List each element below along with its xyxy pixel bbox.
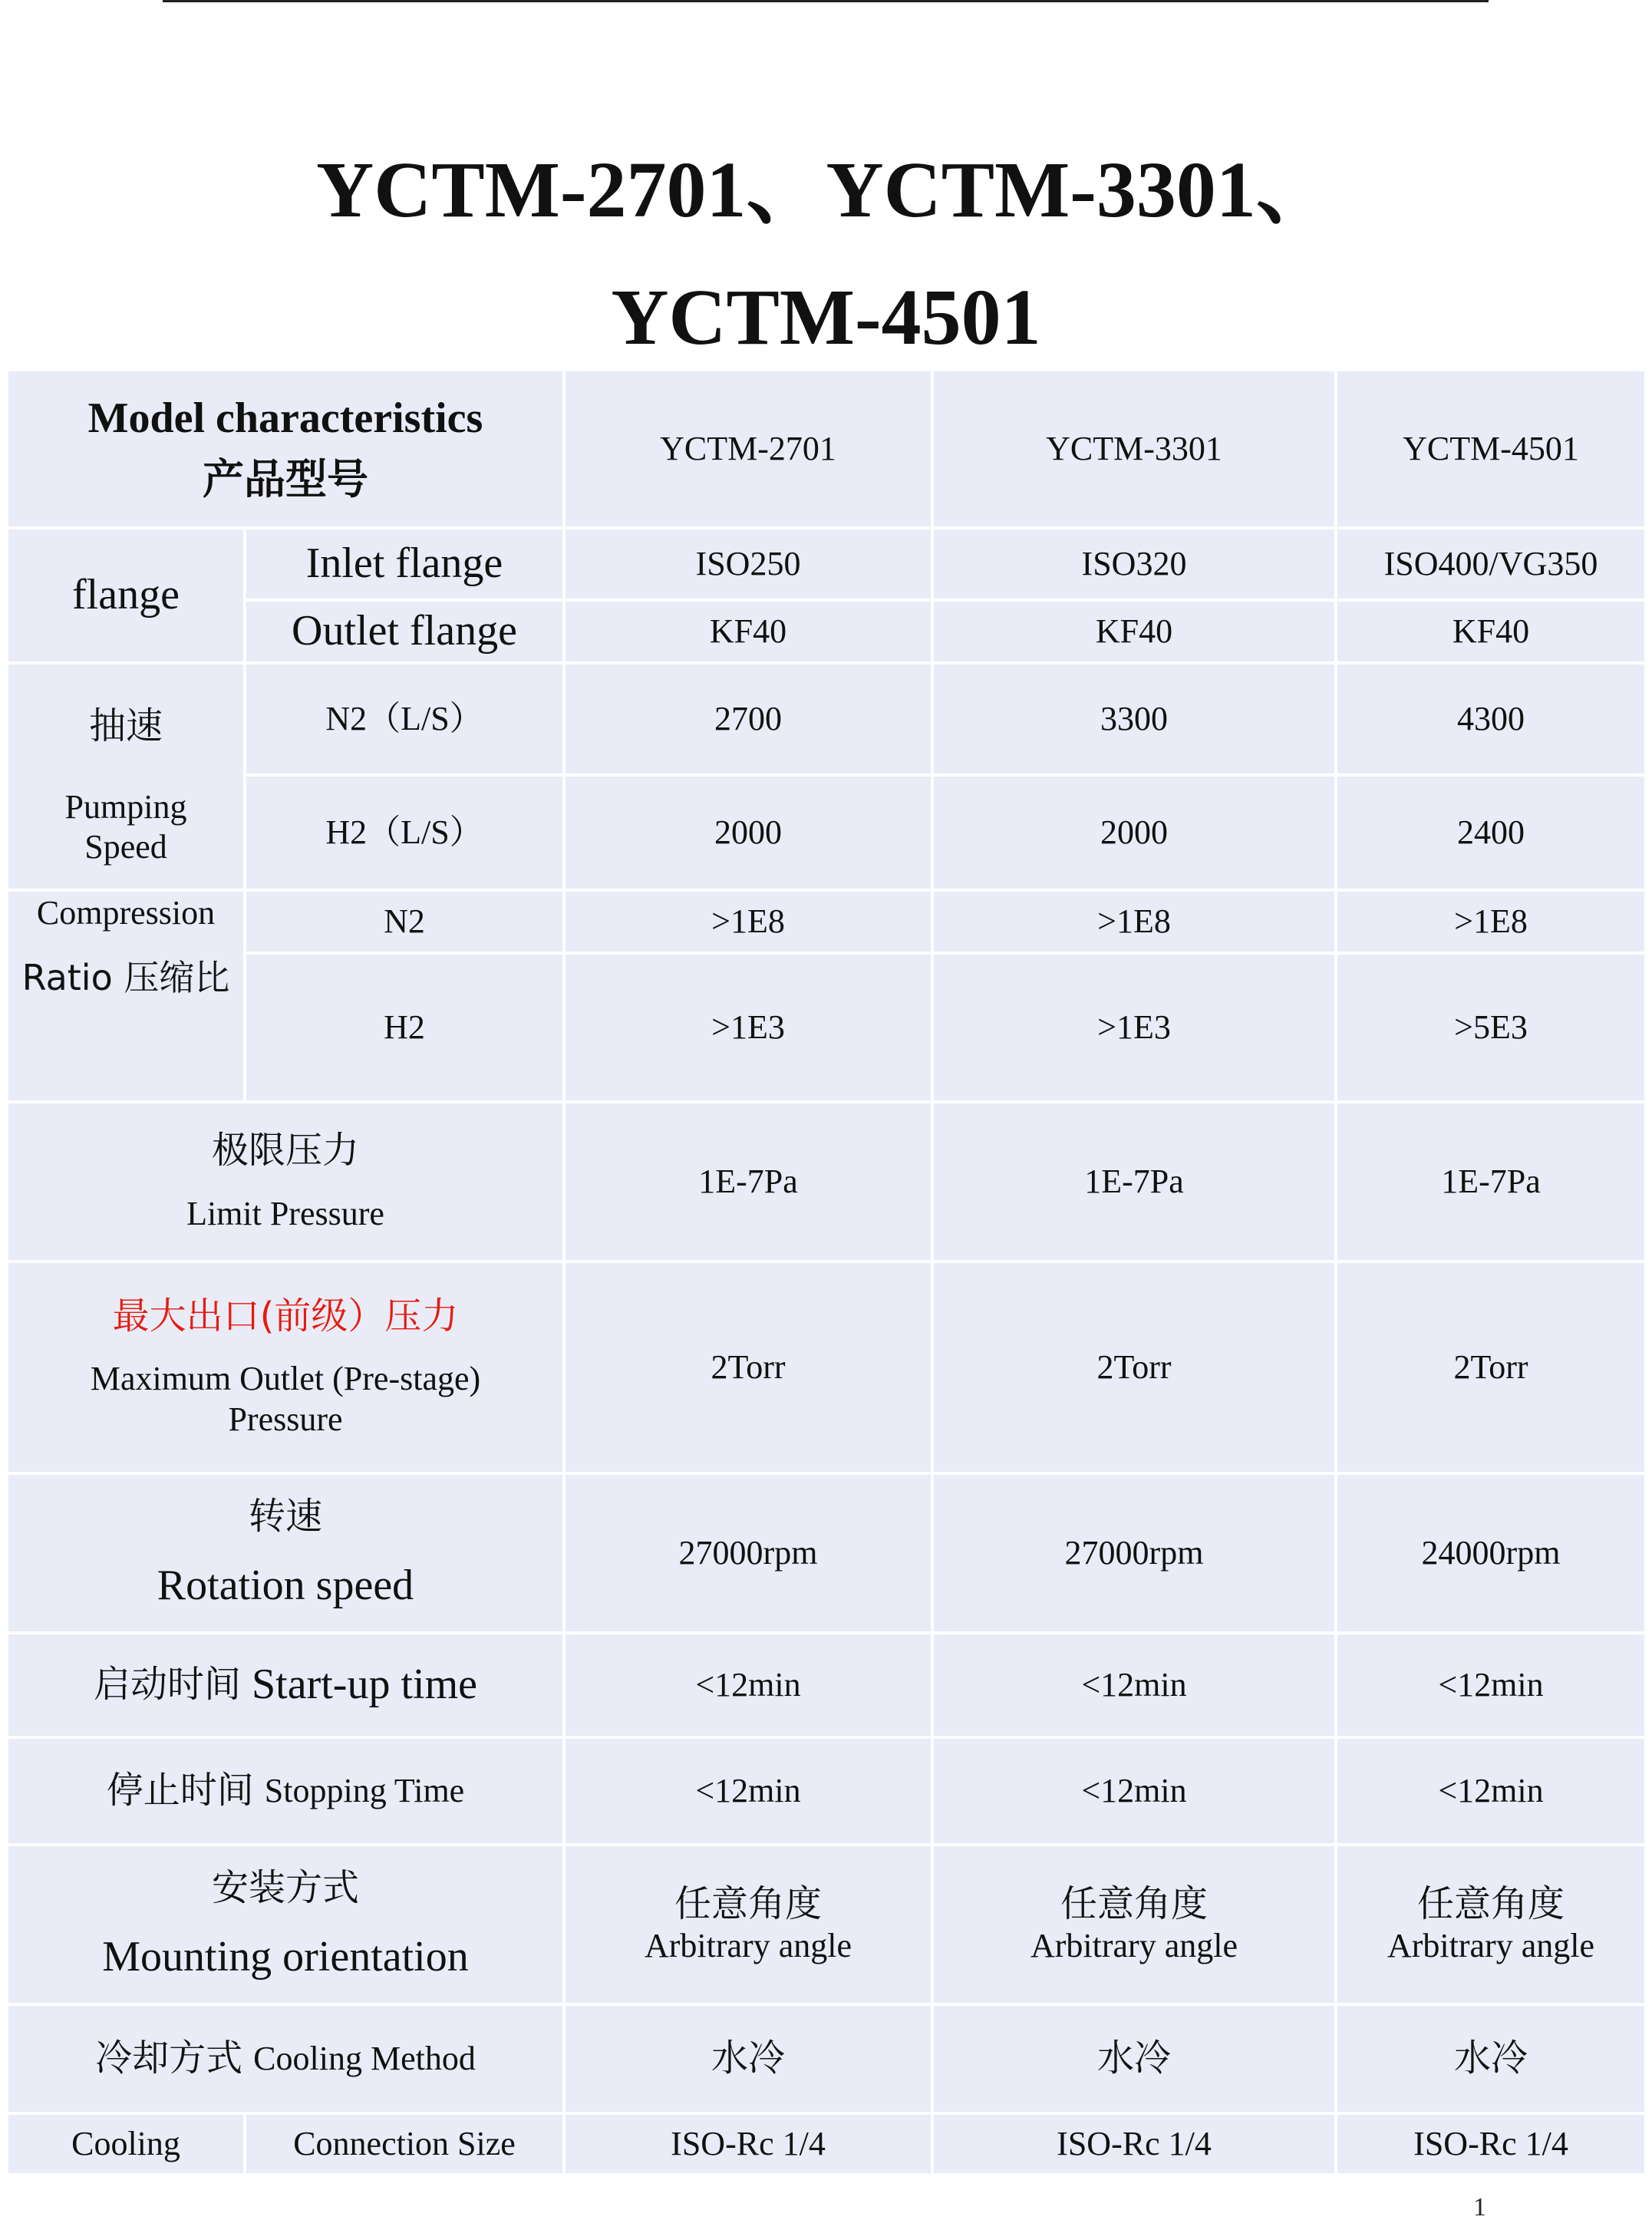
rotation-speed-value <box>934 1475 1334 1631</box>
document-title-line2: YCTM-4501 <box>611 273 1041 361</box>
mounting-value <box>1337 1846 1644 2003</box>
value-text: KF40 <box>709 612 787 650</box>
h2-speed-value <box>566 777 931 889</box>
rotation-speed-value <box>566 1475 931 1631</box>
h2-compression-value <box>1337 955 1644 1100</box>
value-text: 1E-7Pa <box>1084 1162 1184 1200</box>
outlet-flange-text: Outlet flange <box>292 607 517 655</box>
inlet-flange-label <box>246 529 562 599</box>
stopping-time-value <box>1337 1739 1644 1843</box>
cooling-method-value <box>566 2006 931 2112</box>
cooling-group-text: Cooling <box>71 2124 180 2162</box>
value-text: >1E8 <box>711 902 785 940</box>
value-text: <12min <box>695 1665 801 1704</box>
max-outlet-value <box>566 1263 931 1472</box>
cooling-method-en: Cooling Method <box>253 2039 476 2077</box>
rotation-speed-label <box>8 1475 562 1631</box>
value-text: 水冷 <box>711 2037 785 2080</box>
n2-compression-text: N2 <box>384 902 425 940</box>
limit-pressure-value <box>934 1103 1334 1260</box>
value-text: 水冷 <box>1453 2037 1528 2080</box>
limit-pressure-value <box>1337 1103 1644 1260</box>
header-label-en: Model characteristics <box>87 394 483 442</box>
mounting-value-zh: 任意角度 <box>1060 1882 1208 1925</box>
connection-size-value <box>566 2115 931 2173</box>
value-text: 1E-7Pa <box>698 1162 798 1200</box>
max-outlet-value <box>934 1263 1334 1472</box>
mounting-value-en: Arbitrary angle <box>645 1927 852 1965</box>
stopping-time-value <box>934 1739 1334 1843</box>
outlet-flange-value <box>934 602 1334 661</box>
h2-compression-label <box>246 955 562 1100</box>
connection-size-value <box>1337 2115 1644 2173</box>
h2-compression-value <box>566 955 931 1100</box>
connection-size-label <box>246 2115 562 2173</box>
mounting-zh: 安装方式 <box>211 1865 359 1909</box>
connection-size-value <box>934 2115 1334 2173</box>
compression-line2: Ratio 压缩比 <box>21 956 230 998</box>
h2-speed-text: H2（L/S） <box>325 813 483 851</box>
outlet-flange-value <box>1337 602 1644 661</box>
value-text: ISO-Rc 1/4 <box>1413 2124 1568 2162</box>
model-header-cell <box>934 371 1334 526</box>
limit-pressure-zh: 极限压力 <box>211 1128 359 1172</box>
max-outlet-value <box>1337 1263 1644 1472</box>
max-outlet-en-2: Pressure <box>228 1400 343 1438</box>
inlet-flange-value <box>1337 529 1644 599</box>
value-text: 2400 <box>1457 813 1525 851</box>
value-text: KF40 <box>1095 612 1173 650</box>
n2-compression-value <box>1337 892 1644 952</box>
value-text: <12min <box>1438 1665 1544 1704</box>
pumping-speed-zh: 抽速 <box>88 704 163 747</box>
value-text: 2Torr <box>711 1347 786 1386</box>
value-text: 4300 <box>1457 699 1525 737</box>
value-text: 2000 <box>1100 813 1168 851</box>
model-header-cell <box>1337 371 1644 526</box>
mounting-value <box>934 1846 1334 2003</box>
value-text: 3300 <box>1100 699 1168 737</box>
model-header-cell <box>566 371 931 526</box>
connection-size-text: Connection Size <box>293 2124 516 2162</box>
cooling-method-value <box>1337 2006 1644 2112</box>
flange-group-text: flange <box>72 571 180 619</box>
limit-pressure-en: Limit Pressure <box>186 1195 384 1233</box>
stopping-time-label <box>8 1739 562 1843</box>
h2-compression-text: H2 <box>384 1008 425 1046</box>
model-name: YCTM-2701 <box>660 429 836 467</box>
value-text: 27000rpm <box>1064 1533 1204 1572</box>
value-text: 24000rpm <box>1421 1533 1561 1572</box>
n2-speed-value <box>566 665 931 773</box>
value-text: 2000 <box>714 813 782 851</box>
cooling-method-zh: 冷却方式 <box>95 2037 243 2080</box>
value-text: >5E3 <box>1454 1008 1528 1046</box>
mounting-value <box>566 1846 931 2003</box>
value-text: >1E3 <box>1097 1008 1171 1046</box>
max-outlet-en-1: Maximum Outlet (Pre-stage) <box>90 1360 481 1397</box>
mounting-value-zh: 任意角度 <box>674 1882 822 1925</box>
n2-speed-value <box>934 665 1334 773</box>
header-label-cell <box>8 371 562 526</box>
value-text: 水冷 <box>1096 2037 1171 2080</box>
mounting-value-zh: 任意角度 <box>1416 1882 1565 1925</box>
cooling-method-label <box>8 2006 562 2112</box>
flange-group-label <box>8 529 243 661</box>
n2-compression-value <box>566 892 931 952</box>
n2-compression-label <box>246 892 562 952</box>
h2-speed-value <box>1337 777 1644 889</box>
value-text: 1E-7Pa <box>1441 1162 1541 1200</box>
startup-time-value <box>1337 1634 1644 1736</box>
pumping-speed-en-1: Pumping <box>64 787 187 826</box>
mounting-value-en: Arbitrary angle <box>1030 1927 1238 1965</box>
stopping-time-value <box>566 1739 931 1843</box>
value-text: >1E8 <box>1097 902 1171 940</box>
h2-speed-value <box>934 777 1334 889</box>
pumping-speed-en-2: Speed <box>84 828 167 866</box>
value-text: <12min <box>1081 1665 1187 1704</box>
value-text: <12min <box>1438 1771 1544 1809</box>
value-text: 2Torr <box>1096 1347 1172 1386</box>
value-text: ISO250 <box>695 544 801 582</box>
value-text: ISO-Rc 1/4 <box>671 2124 826 2162</box>
header-label-zh: 产品型号 <box>203 455 368 504</box>
value-text: 27000rpm <box>678 1533 818 1572</box>
inlet-flange-value <box>566 529 931 599</box>
n2-compression-value <box>934 892 1334 952</box>
max-outlet-label <box>8 1263 562 1472</box>
rotation-speed-en: Rotation speed <box>157 1562 414 1610</box>
model-name: YCTM-4501 <box>1403 429 1579 467</box>
limit-pressure-value <box>566 1103 931 1260</box>
mounting-value-en: Arbitrary angle <box>1387 1927 1594 1965</box>
outlet-flange-label <box>246 602 562 661</box>
value-text: >1E8 <box>1454 902 1528 940</box>
value-text: ISO400/VG350 <box>1383 544 1598 582</box>
inlet-flange-text: Inlet flange <box>305 539 503 588</box>
n2-speed-value <box>1337 665 1644 773</box>
value-text: KF40 <box>1452 612 1530 650</box>
mounting-label <box>8 1846 562 2003</box>
document-title-line1: YCTM-2701、YCTM-3301、 <box>316 146 1336 234</box>
outlet-flange-value <box>566 602 931 661</box>
limit-pressure-label <box>8 1103 562 1260</box>
compression-group-label <box>8 892 243 1100</box>
pumping-speed-group-label <box>8 665 243 889</box>
h2-compression-value <box>934 955 1334 1100</box>
n2-speed-label <box>246 665 562 773</box>
cooling-method-value <box>934 2006 1334 2112</box>
h2-speed-label <box>246 777 562 889</box>
compression-en: Compression <box>36 894 216 932</box>
inlet-flange-value <box>934 529 1334 599</box>
value-text: <12min <box>1081 1771 1187 1809</box>
max-outlet-zh: 最大出口(前级）压力 <box>112 1295 459 1338</box>
value-text: >1E3 <box>711 1008 785 1046</box>
model-name: YCTM-3301 <box>1046 429 1222 467</box>
startup-time-value <box>934 1634 1334 1736</box>
value-text: <12min <box>695 1771 801 1809</box>
mounting-en: Mounting orientation <box>102 1933 469 1981</box>
stopping-time-en: Stopping Time <box>264 1771 465 1809</box>
page-number: 1 <box>1473 2193 1486 2221</box>
rotation-speed-zh: 转速 <box>248 1494 322 1538</box>
value-text: ISO-Rc 1/4 <box>1057 2124 1212 2162</box>
stopping-time-zh: 停止时间 <box>106 1769 254 1812</box>
value-text: 2700 <box>714 699 782 737</box>
startup-time-zh: 启动时间 <box>94 1663 242 1707</box>
value-text: ISO320 <box>1081 544 1187 582</box>
rotation-speed-value <box>1337 1475 1644 1631</box>
value-text: 2Torr <box>1453 1347 1528 1386</box>
n2-speed-text: N2（L/S） <box>325 699 483 737</box>
cooling-group-label <box>8 2115 243 2173</box>
startup-time-value <box>566 1634 931 1736</box>
startup-time-label <box>8 1634 562 1736</box>
startup-time-en: Start-up time <box>252 1661 477 1709</box>
top-rule <box>163 0 1489 2</box>
